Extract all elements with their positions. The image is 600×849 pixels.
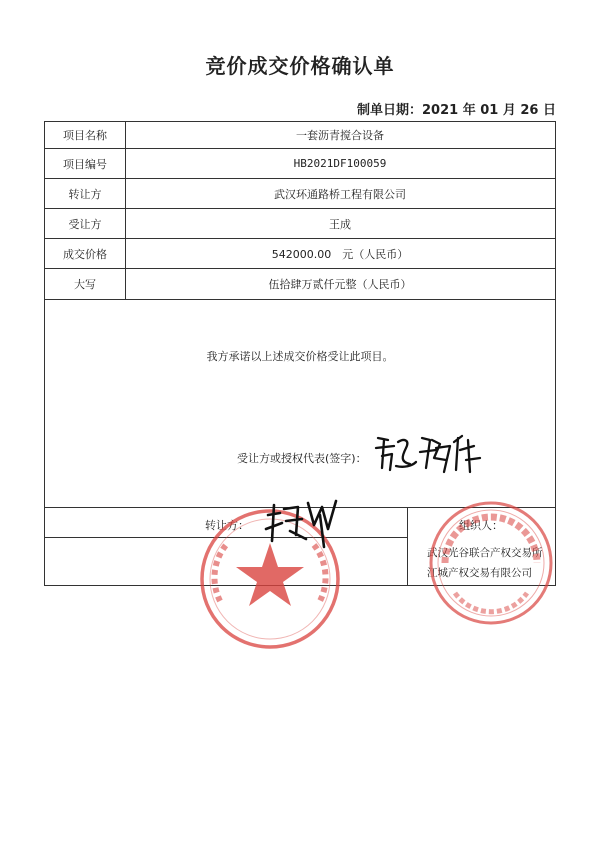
divider bbox=[45, 537, 407, 538]
row-label: 项目名称 bbox=[45, 122, 126, 148]
commitment-section bbox=[45, 300, 555, 508]
row-label: 受让方 bbox=[45, 209, 126, 238]
row-label: 转让方 bbox=[45, 179, 126, 208]
row-label: 项目编号 bbox=[45, 149, 126, 178]
organizer-name: 武汉光谷联合产权交易所江城产权交易有限公司 bbox=[427, 547, 543, 579]
project-name-value: 一套沥青搅合设备 bbox=[296, 129, 384, 142]
transferor-signature bbox=[262, 495, 342, 551]
transferee-value: 王成 bbox=[329, 217, 351, 231]
transferor-sign-area bbox=[45, 507, 408, 585]
signature-label: 受让方或授权代表(签字)： bbox=[237, 452, 367, 465]
table-row bbox=[45, 239, 555, 269]
commitment-statement: 我方承诺以上述成交价格受让此项目。 bbox=[206, 350, 394, 363]
table-row bbox=[45, 269, 555, 300]
table-row bbox=[45, 149, 555, 179]
transferor-label: 转让方： bbox=[205, 519, 249, 532]
row-label: 大写 bbox=[45, 269, 126, 299]
organizer-area bbox=[407, 507, 555, 585]
handwritten-signature bbox=[370, 428, 490, 480]
document-title: 竞价成交价格确认单 bbox=[205, 54, 395, 78]
table-row bbox=[45, 179, 555, 209]
price-in-words-value: 伍拾肆万贰仟元整（人民币） bbox=[268, 278, 412, 291]
table-row bbox=[45, 209, 555, 239]
transferor-value: 武汉环通路桥工程有限公司 bbox=[274, 187, 406, 201]
row-label: 成交价格 bbox=[45, 239, 126, 268]
project-number-value: HB2021DF100059 bbox=[293, 157, 387, 170]
deal-price-value: 542000.00 元（人民币） bbox=[271, 247, 409, 261]
issue-date: 制单日期：2021 年 01 月 26 日 bbox=[357, 103, 556, 118]
organizer-label: 组织人： bbox=[459, 519, 503, 532]
table-row bbox=[45, 122, 555, 149]
